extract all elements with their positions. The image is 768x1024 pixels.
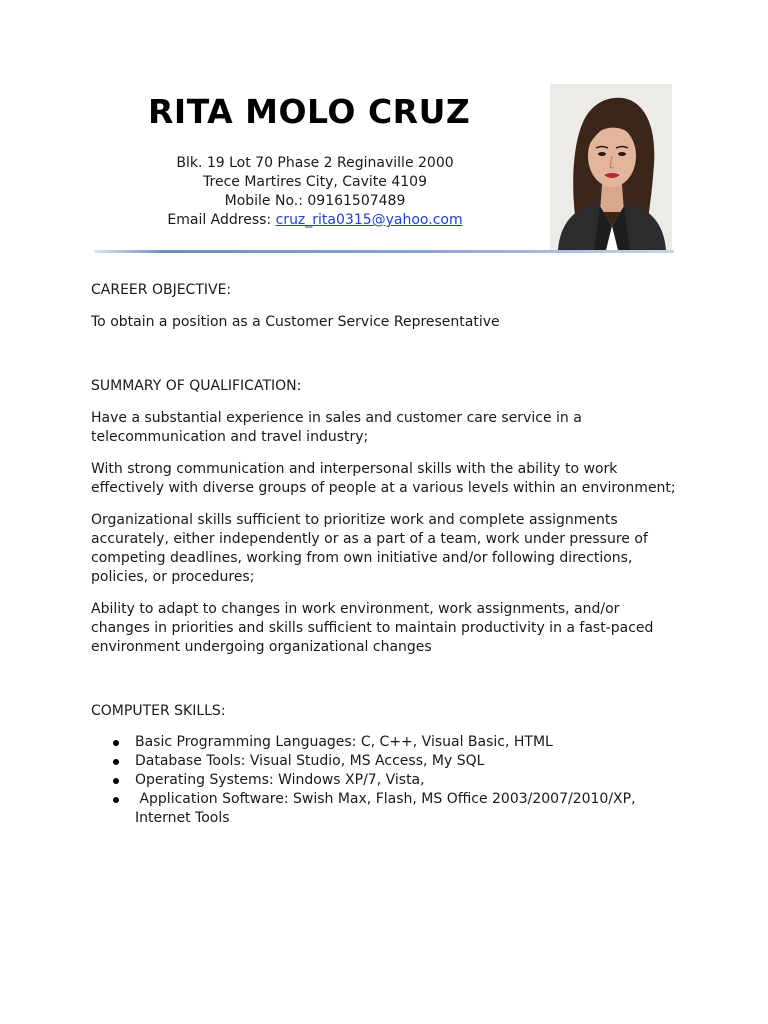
computer-skills-heading: COMPUTER SKILLS: [91,703,226,719]
profile-photo [550,84,672,250]
list-item [91,733,681,752]
portrait-image [550,84,672,250]
bullet-icon [113,759,119,765]
header-divider [94,250,674,253]
skill-text: Basic Programming Languages: C, C++, Visual Basic, HTML [135,734,553,750]
applicant-name: RITA MOLO CRUZ [148,92,471,131]
summary-heading: SUMMARY OF QUALIFICATION: [91,378,302,394]
skill-text: Operating Systems: Windows XP/7, Vista, [135,772,425,788]
skill-text: Database Tools: Visual Studio, MS Access, My SQL [135,753,485,769]
list-item [91,790,681,828]
list-item [91,752,681,771]
summary-paragraph: With strong communication and interpersonal skills with the ability to work effectively with diverse groups of people at a various levels within an environment; [91,461,676,496]
bullet-icon [113,740,119,746]
career-objective-heading: CAREER OBJECTIVE: [91,282,232,298]
summary-paragraph: Ability to adapt to changes in work environment, work assignments, and/or changes in priorities and skills sufficient to maintain productivity in a fast-paced environment undergoing organizational changes [91,601,654,655]
career-objective-text: To obtain a position as a Customer Service Representative [91,314,500,330]
skill-text: Application Software: Swish Max, Flash, MS Office 2003/2007/2010/XP, Internet Tools [135,791,640,826]
mobile-number: Mobile No.: 09161507489 [224,193,406,209]
contact-block [150,154,480,230]
bullet-icon [113,778,119,784]
summary-paragraph: Have a substantial experience in sales and customer care service in a telecommunication and travel industry; [91,410,582,445]
summary-paragraph: Organizational skills sufficient to prioritize work and complete assignments accurately, either independently or as a part of a team, work under pressure of competing deadlines, working from own initiative and/or following directions, policies, or procedures; [91,512,648,585]
email-link[interactable]: cruz_rita0315@yahoo.com [275,212,463,228]
email-label: Email Address: [167,212,276,228]
resume-body [91,281,681,828]
address-line-1: Blk. 19 Lot 70 Phase 2 Reginaville 2000 [176,155,454,171]
bullet-icon [113,797,119,803]
list-item [91,771,681,790]
address-line-2: Trece Martires City, Cavite 4109 [203,174,427,190]
email-line [150,211,480,230]
computer-skills-list [91,733,681,828]
